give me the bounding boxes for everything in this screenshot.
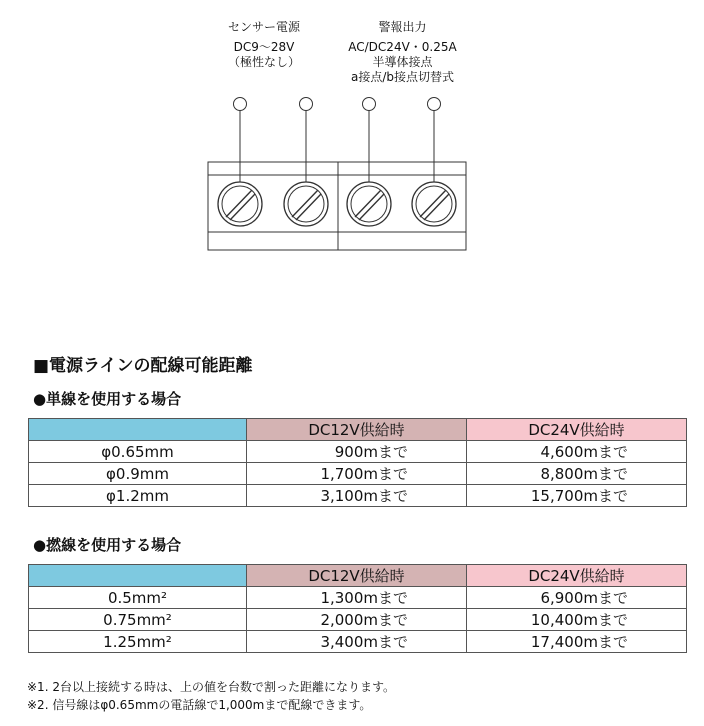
dc24v-distance: 17,400mまで (467, 631, 687, 653)
single-wire-title: ●単線を使用する場合 (33, 390, 182, 408)
header-size (29, 565, 247, 587)
table-row (29, 631, 687, 653)
sensor-power-polarity-note: （極性なし） (227, 55, 300, 69)
terminal-4-pin (428, 98, 441, 111)
header-dc12v: DC12V供給時 (247, 565, 467, 587)
wire-size: φ0.9mm (29, 463, 247, 485)
header-dc24v: DC24V供給時 (467, 565, 687, 587)
sensor-power-title: センサー電源 (227, 20, 300, 34)
wire-size: φ0.65mm (29, 441, 247, 463)
wire-size: 1.25mm² (29, 631, 247, 653)
dc24v-distance: 10,400mまで (467, 609, 687, 631)
table-header-row (29, 565, 687, 587)
footnote-1: ※1. 2台以上接続する時は、上の値を台数で割った距離になります。 (27, 680, 395, 694)
terminal-3-pin (363, 98, 376, 111)
dc12v-distance: 900mまで (247, 441, 467, 463)
alarm-output-title: 警報出力 (378, 20, 427, 34)
dc12v-distance: 2,000mまで (247, 609, 467, 631)
dc24v-distance: 15,700mまで (467, 485, 687, 507)
terminal-block-diagram (0, 0, 704, 270)
terminal-2-pin (300, 98, 313, 111)
dc12v-distance: 3,100mまで (247, 485, 467, 507)
dc12v-distance: 1,300mまで (247, 587, 467, 609)
dc12v-distance: 1,700mまで (247, 463, 467, 485)
dc12v-distance: 3,400mまで (247, 631, 467, 653)
sensor-power-voltage: DC9～28V (233, 40, 295, 54)
table-header-row (29, 419, 687, 441)
section-title: ■電源ラインの配線可能距離 (33, 356, 253, 376)
single-wire-table (28, 418, 687, 507)
stranded-wire-title: ●撚線を使用する場合 (33, 536, 182, 554)
wire-size: 0.75mm² (29, 609, 247, 631)
header-size (29, 419, 247, 441)
table-row (29, 441, 687, 463)
alarm-output-rating: AC/DC24V・0.25A (348, 40, 457, 54)
header-dc24v: DC24V供給時 (467, 419, 687, 441)
footnote-2: ※2. 信号線はφ0.65mmの電話線で1,000mまで配線できます。 (27, 698, 372, 712)
dc24v-distance: 6,900mまで (467, 587, 687, 609)
table-row (29, 485, 687, 507)
dc24v-distance: 4,600mまで (467, 441, 687, 463)
alarm-output-contact-type: 半導体接点 (372, 55, 433, 69)
wire-size: 0.5mm² (29, 587, 247, 609)
wire-size: φ1.2mm (29, 485, 247, 507)
stranded-wire-table (28, 564, 687, 653)
terminal-1-pin (234, 98, 247, 111)
table-row (29, 463, 687, 485)
table-row (29, 587, 687, 609)
header-dc12v: DC12V供給時 (247, 419, 467, 441)
dc24v-distance: 8,800mまで (467, 463, 687, 485)
alarm-output-switching: a接点/b接点切替式 (350, 70, 454, 84)
table-row (29, 609, 687, 631)
